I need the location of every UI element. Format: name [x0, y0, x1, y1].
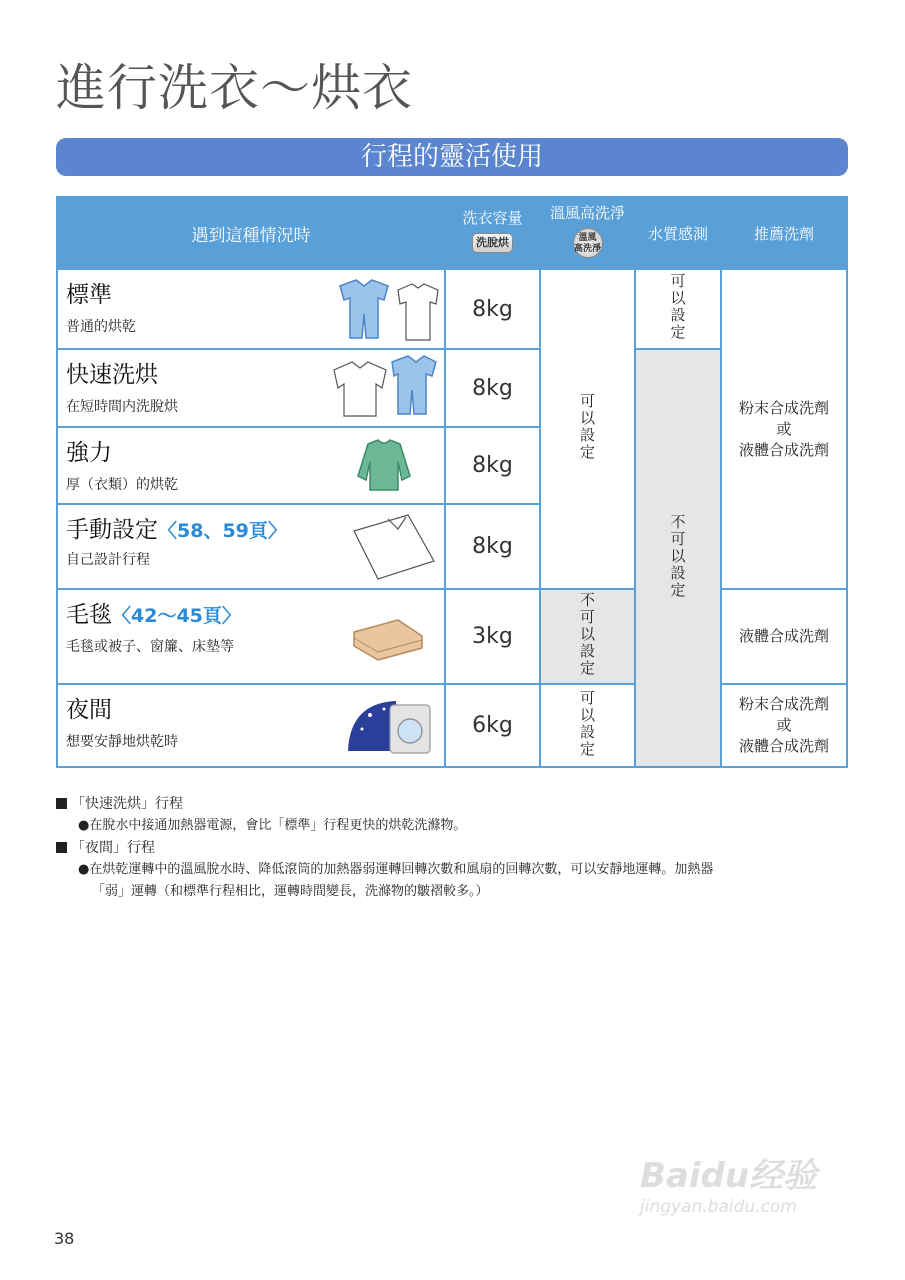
watermark-logo: Baidu经验 — [640, 1156, 818, 1196]
header-detergent: 推薦洗劑 — [721, 197, 847, 269]
header-capacity — [445, 197, 540, 269]
folded-shirt-icon — [348, 511, 438, 583]
capacity-strong: 8kg — [445, 427, 540, 504]
wash-dry-badge-icon: 洗脫烘 — [472, 233, 513, 253]
row-strong — [57, 427, 445, 504]
header-warm-air-label: 溫風高洗淨 — [549, 204, 625, 222]
row-standard — [57, 269, 445, 349]
table-row — [57, 589, 847, 684]
water-sense-row-1: 可以設定 — [635, 269, 721, 349]
pajamas-and-shirt-icon — [334, 276, 442, 346]
shirt-and-pajamas-icon — [328, 354, 438, 424]
capacity-standard: 8kg — [445, 269, 540, 349]
capacity-manual: 8kg — [445, 504, 540, 589]
detergent-rows-1-4 — [721, 269, 847, 589]
row-night — [57, 684, 445, 767]
detergent-row-5: 液體合成洗劑 — [721, 589, 847, 684]
course-name-manual: 手動設定〈58、59頁〉 — [66, 517, 287, 543]
warm-air-badge-icon — [573, 228, 603, 258]
warm-air-badge-line2: 高洗淨 — [573, 244, 601, 254]
watermark — [640, 1148, 817, 1217]
night-washer-icon — [340, 693, 440, 759]
detergent-line-2: 或 — [776, 716, 792, 734]
detergent-line-1: 粉末合成洗劑 — [738, 398, 829, 417]
water-sense-rows-2-6: 不可以設定 — [635, 349, 721, 767]
page-ref-manual: 〈58、59頁〉 — [158, 520, 287, 542]
header-warm-air — [540, 197, 635, 269]
notes — [56, 793, 856, 903]
detergent-line-3: 液體合成洗劑 — [738, 737, 829, 755]
row-manual — [57, 504, 445, 589]
capacity-night: 6kg — [445, 684, 540, 767]
course-name-strong: 強力 — [66, 440, 112, 466]
warm-air-rows-1-4: 可以設定 — [540, 269, 635, 589]
course-desc-standard: 普通的烘乾 — [66, 319, 136, 335]
course-desc-quick: 在短時間内洗脫烘 — [66, 399, 178, 415]
table-header-row — [57, 197, 847, 269]
row-quick — [57, 349, 445, 427]
course-name-standard: 標準 — [66, 282, 112, 308]
square-bullet-icon — [56, 798, 67, 809]
course-name-night: 夜間 — [66, 697, 112, 723]
page-number: 38 — [54, 1229, 75, 1248]
warm-air-row-5: 不可以設定 — [540, 589, 635, 684]
course-name-quick: 快速洗烘 — [66, 362, 158, 388]
note-bullet-continued: 「弱」運轉（和標準行程相比，運轉時間變長，洗滌物的皺褶較多。） — [92, 884, 489, 899]
detergent-row-6 — [721, 684, 847, 767]
header-water-sense: 水質感測 — [635, 197, 721, 269]
detergent-line-1: 粉末合成洗劑 — [738, 695, 829, 713]
page-title: 進行洗衣〜烘衣 — [56, 59, 413, 117]
sweater-icon — [354, 436, 414, 496]
header-situation: 遇到這種情況時 — [57, 197, 445, 269]
course-desc-night: 想要安靜地烘乾時 — [66, 734, 178, 750]
detergent-line-3: 液體合成洗劑 — [738, 440, 829, 459]
table-row — [57, 684, 847, 767]
capacity-quick: 8kg — [445, 349, 540, 427]
course-name-blanket: 毛毯〈42〜45頁〉 — [66, 602, 241, 628]
watermark-url: jingyan.baidu.com — [640, 1197, 797, 1217]
note-heading-night: 「夜間」行程 — [56, 837, 856, 859]
course-table — [56, 196, 848, 768]
course-desc-blanket: 毛毯或被子、窗簾、床墊等 — [66, 639, 234, 655]
page-ref-blanket: 〈42〜45頁〉 — [112, 605, 241, 627]
table-row — [57, 269, 847, 349]
folded-blanket-icon — [348, 614, 428, 664]
course-desc-strong: 厚（衣類）的烘乾 — [66, 477, 178, 493]
square-bullet-icon — [56, 842, 67, 853]
detergent-line-2: 或 — [776, 419, 792, 438]
course-desc-manual: 自己設計行程 — [66, 552, 150, 568]
row-blanket — [57, 589, 445, 684]
note-heading-quick: 「快速洗烘」行程 — [56, 793, 856, 815]
warm-air-badge-line1: 溫風 — [578, 233, 597, 243]
section-banner: 行程的靈活使用 — [56, 138, 848, 176]
note-bullet: ●在脫水中接通加熱器電源，會比「標準」行程更快的烘乾洗滌物。 — [78, 818, 467, 833]
header-capacity-label: 洗衣容量 — [462, 209, 523, 227]
capacity-blanket: 3kg — [445, 589, 540, 684]
note-bullet: ●在烘乾運轉中的溫風脫水時、降低滾筒的加熱器弱運轉回轉次數和風扇的回轉次數，可以安靜地運轉。加熱器 — [78, 862, 714, 877]
warm-air-row-6: 可以設定 — [540, 684, 635, 767]
